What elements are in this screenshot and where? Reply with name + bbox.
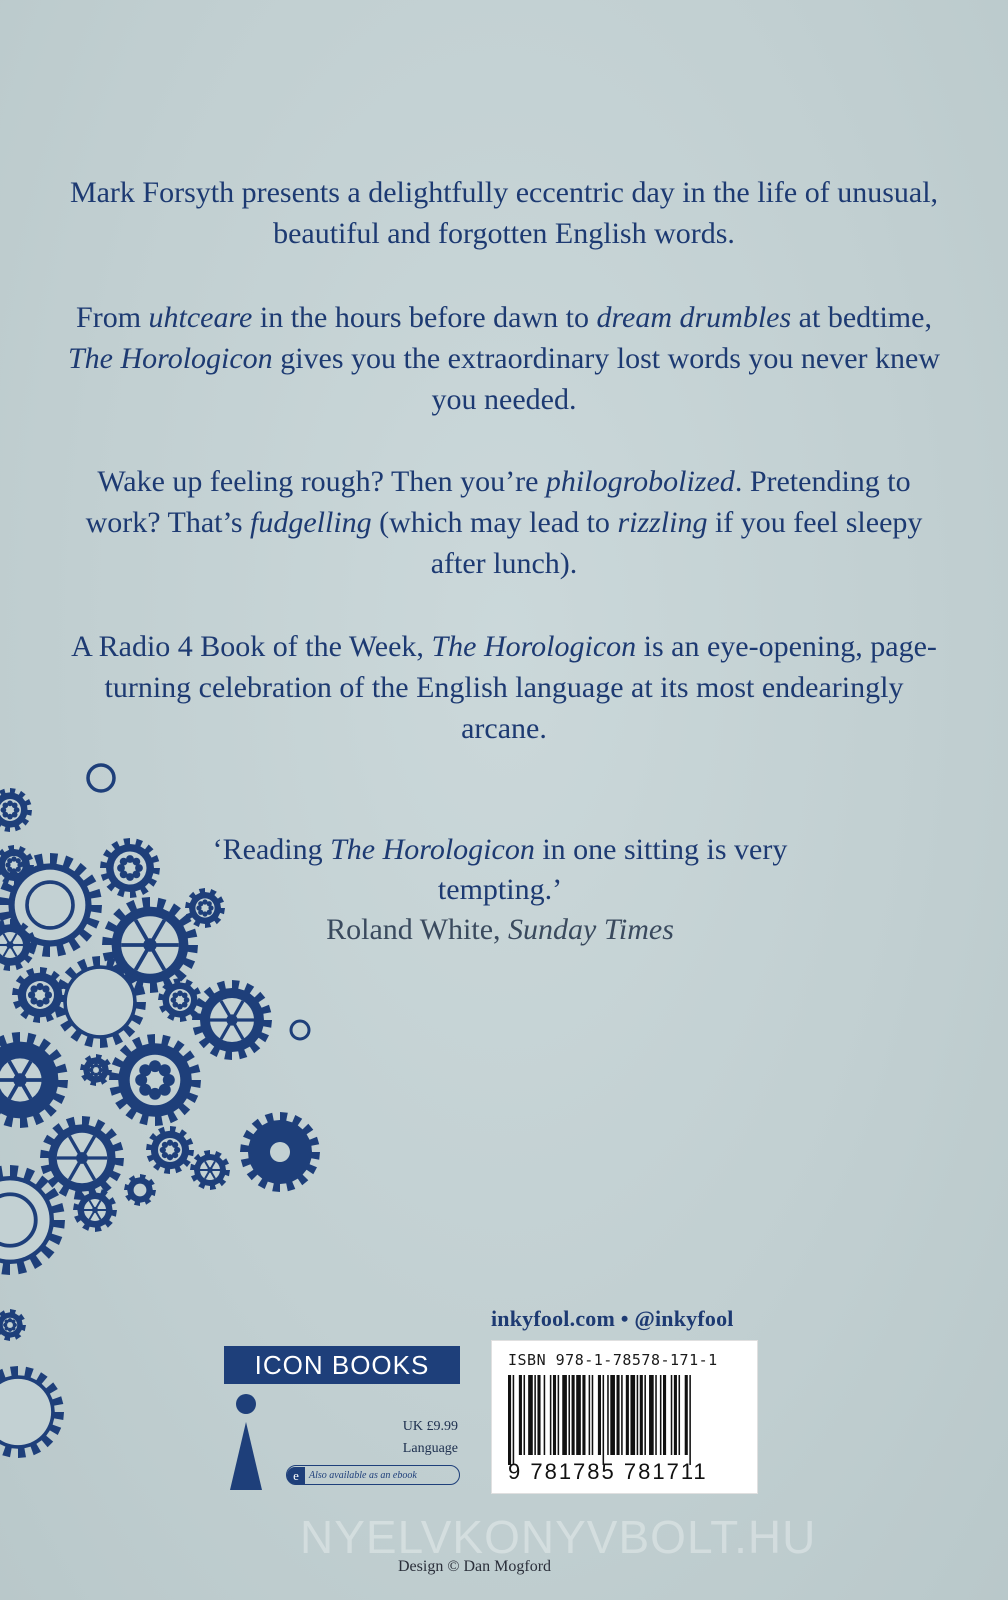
barcode-bar bbox=[617, 1375, 620, 1455]
ebook-e-icon: e bbox=[287, 1467, 305, 1484]
gear bbox=[100, 838, 160, 898]
barcode-bar bbox=[655, 1375, 657, 1455]
gear bbox=[190, 1150, 230, 1190]
gear bbox=[192, 980, 272, 1060]
blurb-paragraph-3: Wake up feeling rough? Then you’re philogrobolized. Pretending to work? That’s fudgelling (which may lead to rizzling if you feel sleepy after lunch). bbox=[85, 465, 923, 580]
gear bbox=[80, 1054, 112, 1086]
barcode-bar bbox=[637, 1375, 639, 1455]
barcode-bar bbox=[562, 1375, 567, 1455]
barcode-bar bbox=[568, 1375, 570, 1455]
publisher-i-logo bbox=[226, 1392, 266, 1492]
gear bbox=[240, 1112, 320, 1192]
barcode-bar bbox=[508, 1375, 511, 1465]
barcode-bar bbox=[626, 1375, 629, 1455]
isbn-label: ISBN 978-1-78578-171-1 bbox=[508, 1351, 718, 1369]
barcode-bar bbox=[558, 1375, 560, 1455]
ebook-badge bbox=[286, 1465, 460, 1485]
blurb-paragraph-4: A Radio 4 Book of the Week, The Horologicon is an eye-opening, page-turning celebration of the English language at its most endearingly arcane. bbox=[71, 630, 937, 745]
barcode-bar bbox=[610, 1375, 615, 1455]
barcode-digits: 9 781785 781711 bbox=[508, 1459, 708, 1484]
barcode-bar bbox=[621, 1375, 623, 1455]
barcode-bar bbox=[544, 1375, 546, 1455]
barcode-bar bbox=[607, 1375, 609, 1455]
price-text: UK £9.99 bbox=[402, 1419, 458, 1434]
gear bbox=[124, 1174, 156, 1206]
barcode-bar bbox=[660, 1375, 662, 1455]
quote-text: ‘Reading The Horologicon in one sitting is very tempting.’ bbox=[212, 833, 788, 906]
barcode-bar bbox=[572, 1375, 575, 1455]
gear bbox=[40, 1116, 124, 1200]
gear bbox=[185, 888, 225, 928]
barcode-bar bbox=[553, 1375, 556, 1455]
barcode-bar bbox=[582, 1375, 585, 1455]
barcode-bar bbox=[513, 1375, 515, 1465]
barcode-bar bbox=[576, 1375, 581, 1455]
barcode-bar bbox=[589, 1375, 591, 1455]
barcode-bar bbox=[649, 1375, 654, 1455]
barcode-bar bbox=[537, 1375, 540, 1455]
blurb-paragraph-2: From uhtceare in the hours before dawn to dream drumbles at bedtime, The Horologicon gives you the extraordinary lost words you never knew you needed. bbox=[67, 301, 941, 416]
barcode-bar bbox=[671, 1375, 673, 1455]
barcode-bar bbox=[640, 1375, 643, 1455]
gear-ring bbox=[291, 1021, 309, 1039]
barcode-bar bbox=[674, 1375, 677, 1455]
barcode-bar bbox=[689, 1375, 691, 1465]
barcode-bar bbox=[524, 1375, 526, 1455]
gear bbox=[0, 788, 32, 832]
category-text: Language bbox=[402, 1441, 458, 1456]
barcode-bar bbox=[528, 1375, 533, 1455]
watermark: NYELVKONYVBOLT.HU bbox=[300, 1511, 817, 1563]
barcode-bar bbox=[685, 1375, 688, 1455]
website-handle: inkyfool.com • @inkyfool bbox=[491, 1306, 734, 1331]
barcode-bar bbox=[679, 1375, 681, 1455]
gear-ring bbox=[88, 765, 114, 791]
quote-attribution: Roland White, Sunday Times bbox=[326, 913, 674, 946]
barcode-bar bbox=[644, 1375, 646, 1455]
gear bbox=[146, 1126, 194, 1174]
barcode-panel bbox=[491, 1340, 758, 1494]
gear bbox=[0, 1366, 64, 1458]
publisher-badge: ICON BOOKS bbox=[224, 1346, 460, 1384]
barcode-bar bbox=[592, 1375, 594, 1455]
barcode-bar bbox=[630, 1375, 635, 1455]
gear bbox=[0, 1032, 68, 1128]
barcode-bar bbox=[519, 1375, 522, 1455]
blurb-paragraph-1: Mark Forsyth presents a delightfully eccentric day in the life of unusual, beautiful and forgotten English words. bbox=[69, 176, 939, 250]
ebook-text: Also available as an ebook bbox=[309, 1469, 417, 1481]
price-block bbox=[388, 1416, 458, 1460]
gear bbox=[109, 1034, 201, 1126]
barcode-bar bbox=[663, 1375, 666, 1455]
barcode-bar bbox=[598, 1375, 601, 1455]
barcode-bars bbox=[506, 1375, 742, 1465]
barcode-bar bbox=[550, 1375, 552, 1455]
gear bbox=[0, 1309, 26, 1341]
barcode-bar bbox=[534, 1375, 536, 1455]
design-credit: Design © Dan Mogford bbox=[398, 1558, 552, 1575]
barcode-bar bbox=[603, 1375, 605, 1465]
